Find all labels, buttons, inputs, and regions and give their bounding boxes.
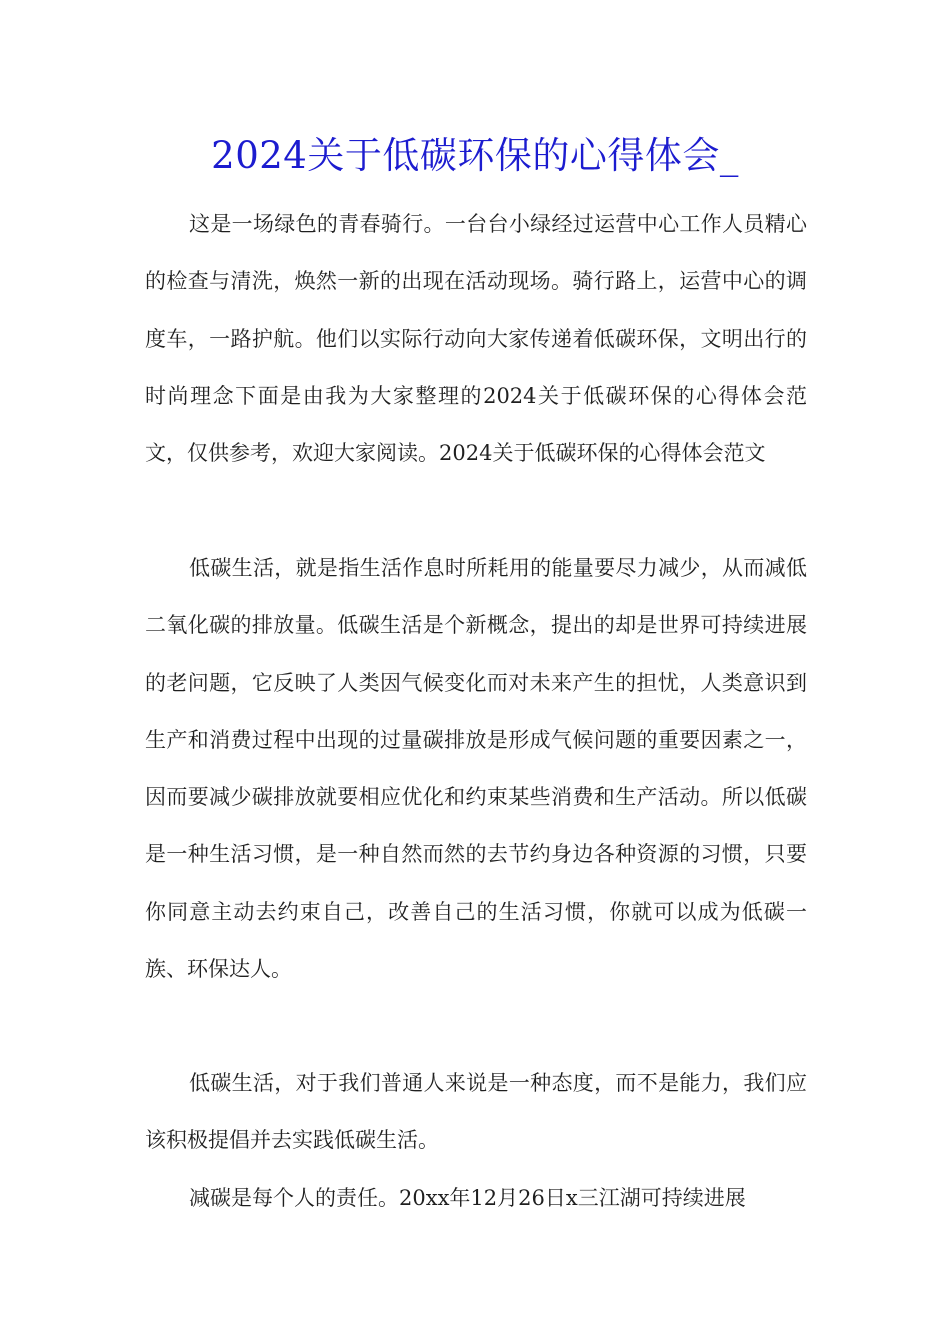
document-title: 2024关于低碳环保的心得体会_ (211, 134, 739, 177)
paragraph-3: 低碳生活，对于我们普通人来说是一种态度，而不是能力，我们应该积极提倡并去实践低碳生活。 (145, 1071, 807, 1153)
paragraph-1: 这是一场绿色的青春骑行。一台台小绿经过运营中心工作人员精心的检查与清洗，焕然一新的出现在活动现场。骑行路上，运营中心的调度车，一路护航。他们以实际行动向大家传递着低碳环保，文明出行的时尚理念下面是由我为大家整理的2024关于低碳环保的心得体会范文，仅供参考，欢迎大家阅读。2024关于低碳环保的心得体会范文 (145, 212, 807, 466)
paragraph-4: 减碳是每个人的责任。20xx年12月26日x三江湖可持续进展 (189, 1186, 746, 1210)
paragraph-2: 低碳生活，就是指生活作息时所耗用的能量要尽力减少，从而减低二氧化碳的排放量。低碳生活是个新概念，提出的却是世界可持续进展的老问题，它反映了人类因气候变化而对未来产生的担忧，人类意识到生产和消费过程中出现的过量碳排放是形成气候问题的重要因素之一，因而要减少碳排放就要相应优化和约束某些消费和生产活动。所以低碳是一种生活习惯，是一种自然而然的去节约身边各种资源的习惯，只要你同意主动去约束自己，改善自己的生活习惯，你就可以成为低碳一族、环保达人。 (145, 556, 807, 982)
